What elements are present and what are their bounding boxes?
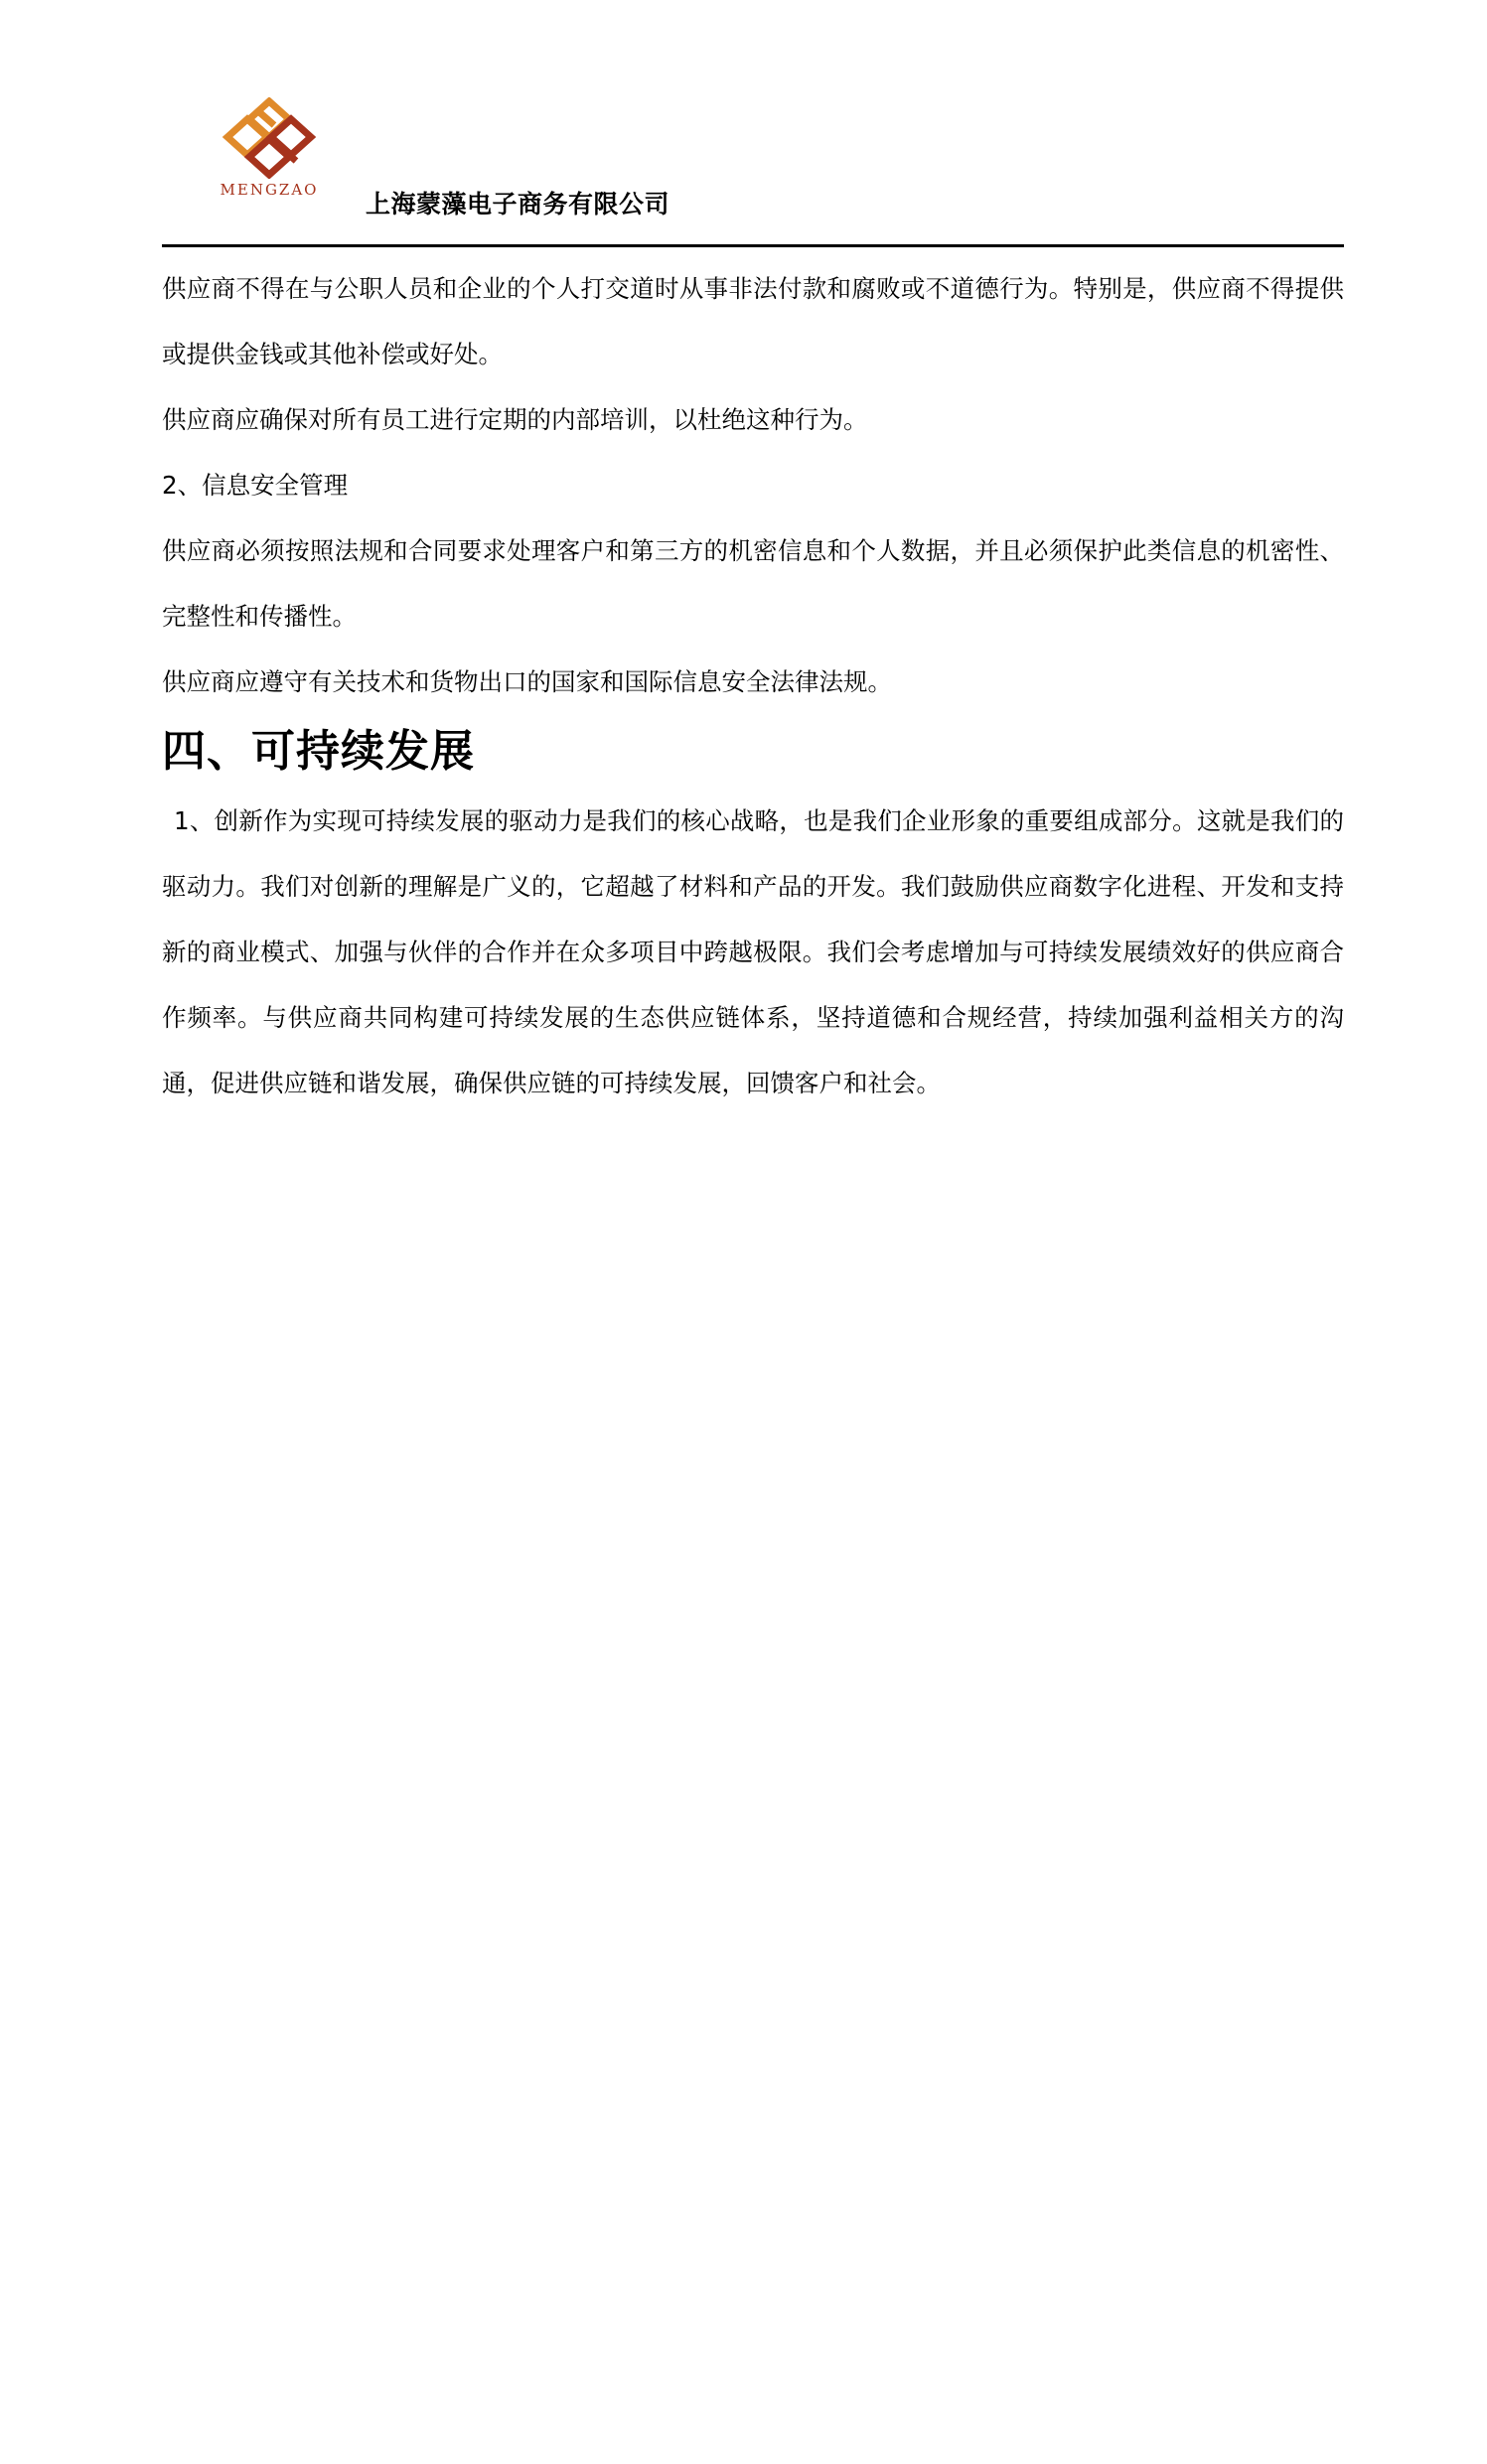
paragraph-anti-corruption: 供应商不得在与公职人员和企业的个人打交道时从事非法付款和腐败或不道德行为。特别是，供应商不得提供或提供金钱或其他补偿或好处。 bbox=[162, 274, 1344, 368]
paragraph-export-laws: 供应商应遵守有关技术和货物出口的国家和国际信息安全法律法规。 bbox=[162, 667, 892, 696]
mengzao-logo-icon bbox=[212, 97, 327, 179]
header-divider bbox=[162, 244, 1344, 247]
section-heading-sustainability: 四、可持续发展 bbox=[162, 726, 475, 777]
company-logo bbox=[204, 97, 335, 202]
company-name: 上海蒙藻电子商务有限公司 bbox=[366, 190, 670, 218]
document-body bbox=[162, 256, 1344, 1116]
paragraph-innovation: 1、创新作为实现可持续发展的驱动力是我们的核心战略，也是我们企业形象的重要组成部分。这就是我们的驱动力。我们对创新的理解是广义的，它超越了材料和产品的开发。我们鼓励供应商数字化进程、开发和支持新的商业模式、加强与伙伴的合作并在众多项目中跨越极限。我们会考虑增加与可持续发展绩效好的供应商合作频率。与供应商共同构建可持续发展的生态供应链体系，坚持道德和合规经营，持续加强利益相关方的沟通，促进供应链和谐发展，确保供应链的可持续发展，回馈客户和社会。 bbox=[162, 806, 1344, 1097]
page-header bbox=[162, 97, 1344, 246]
paragraph-confidential-data: 供应商必须按照法规和合同要求处理客户和第三方的机密信息和个人数据，并且必须保护此类信息的机密性、完整性和传播性。 bbox=[162, 536, 1344, 631]
paragraph-training: 供应商应确保对所有员工进行定期的内部培训，以杜绝这种行为。 bbox=[162, 405, 868, 434]
subheading-info-security: 2、信息安全管理 bbox=[162, 471, 349, 500]
logo-wordmark: MENGZAO bbox=[220, 181, 319, 199]
